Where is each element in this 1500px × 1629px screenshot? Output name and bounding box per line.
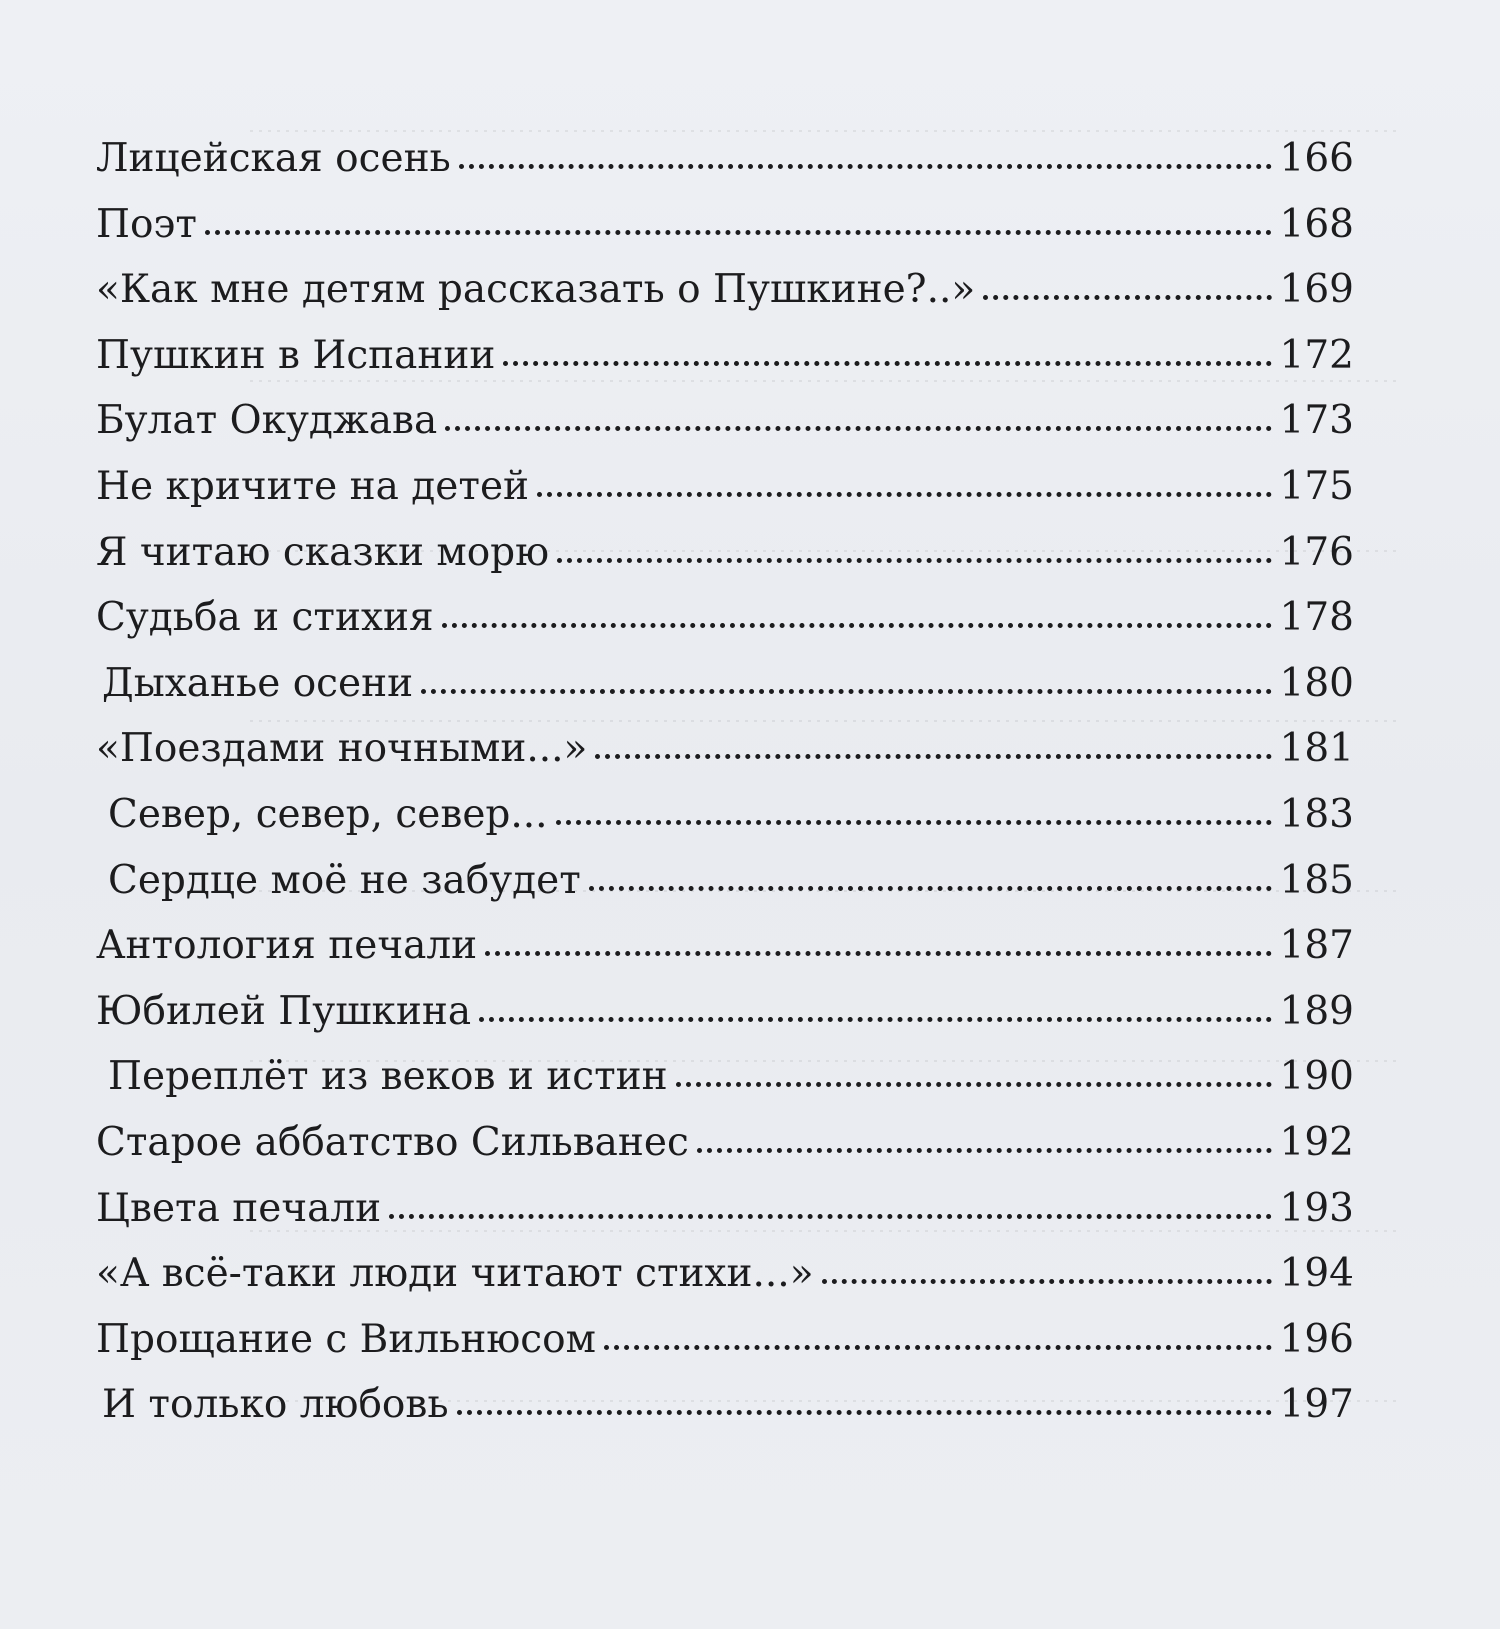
toc-entry xyxy=(96,913,1354,979)
dot-leader xyxy=(442,623,1272,628)
toc-entry-page: 178 xyxy=(1279,595,1354,641)
dot-leader xyxy=(445,426,1271,431)
toc-entry-title: «Поездами ночными...» xyxy=(96,726,588,772)
dot-leader xyxy=(822,1279,1272,1284)
toc-entry-title: Не кричите на детей xyxy=(96,463,530,509)
dot-leader xyxy=(595,754,1271,759)
dot-leader xyxy=(589,886,1272,891)
toc-entry-title: И только любовь xyxy=(102,1382,449,1428)
toc-entry-title: Я читаю сказки морю xyxy=(96,529,550,575)
toc-entry xyxy=(96,585,1354,651)
toc-entry xyxy=(96,848,1354,914)
toc-entry-page: 183 xyxy=(1279,791,1354,837)
toc-entry-page: 192 xyxy=(1279,1119,1354,1165)
toc-entry-title: «Как мне детям рассказать о Пушкине?..» xyxy=(96,267,976,313)
toc-entry xyxy=(96,1176,1354,1242)
toc-entry-title: Антология печали xyxy=(96,923,478,969)
toc-entry xyxy=(96,1307,1354,1373)
toc-entry-page: 193 xyxy=(1279,1185,1354,1231)
toc-entry xyxy=(96,716,1354,782)
toc-entry xyxy=(96,979,1354,1045)
toc-entry-page: 185 xyxy=(1279,857,1354,903)
toc-entry xyxy=(96,1044,1354,1110)
toc-entry-title: «А всё-таки люди читают стихи...» xyxy=(96,1251,814,1297)
dot-leader xyxy=(205,230,1272,235)
toc-entry xyxy=(96,388,1354,454)
dot-leader xyxy=(676,1082,1272,1087)
toc-entry-title: Сердце моё не забудет xyxy=(108,857,581,903)
dot-leader xyxy=(537,492,1272,497)
toc-entry xyxy=(96,1110,1354,1176)
toc-entry-page: 181 xyxy=(1279,726,1354,772)
toc-entry-page: 196 xyxy=(1279,1316,1354,1362)
toc-entry xyxy=(96,651,1354,717)
toc-entry-page: 166 xyxy=(1279,136,1354,181)
toc-entry-title: Прощание с Вильнюсом xyxy=(96,1316,596,1362)
toc-entry xyxy=(96,1372,1354,1438)
toc-entry-page: 173 xyxy=(1279,398,1354,444)
toc-entry-title: Старое аббатство Сильванес xyxy=(96,1119,689,1165)
toc-entry-page: 169 xyxy=(1279,267,1354,313)
toc-entry-title: Юбилей Пушкина xyxy=(96,988,472,1034)
toc-entry-title: Цвета печали xyxy=(96,1185,382,1231)
dot-leader xyxy=(479,1017,1271,1022)
toc-entry xyxy=(96,454,1354,520)
dot-leader xyxy=(389,1214,1271,1219)
toc-entry-title: Поэт xyxy=(96,201,197,247)
toc-entry xyxy=(96,520,1354,586)
toc-entry-title: Пушкин в Испании xyxy=(96,332,496,378)
table-of-contents xyxy=(96,126,1354,1438)
toc-entry-title: Дыханье осени xyxy=(102,660,414,706)
dot-leader xyxy=(503,361,1271,366)
toc-entry-page: 176 xyxy=(1279,529,1354,575)
toc-entry-page: 172 xyxy=(1279,332,1354,378)
dot-leader xyxy=(459,164,1272,169)
dot-leader xyxy=(421,689,1271,694)
toc-entry-title: Судьба и стихия xyxy=(96,595,434,641)
toc-entry xyxy=(96,782,1354,848)
toc-entry xyxy=(96,1241,1354,1307)
toc-entry-page: 189 xyxy=(1279,988,1354,1034)
dot-leader xyxy=(983,295,1271,300)
toc-entry-page: 187 xyxy=(1279,923,1354,969)
dot-leader xyxy=(604,1345,1272,1350)
toc-entry xyxy=(96,323,1354,389)
toc-entry-page: 175 xyxy=(1279,463,1354,509)
dot-leader xyxy=(457,1410,1272,1415)
toc-entry-title: Булат Окуджава xyxy=(96,398,438,444)
toc-entry-page: 168 xyxy=(1279,201,1354,247)
toc-entry-page: 197 xyxy=(1279,1382,1354,1428)
dot-leader xyxy=(697,1148,1272,1153)
toc-entry xyxy=(96,257,1354,323)
dot-leader xyxy=(485,951,1271,956)
toc-entry-title: Лицейская осень xyxy=(96,136,451,181)
toc-entry-title: Переплёт из веков и истин xyxy=(108,1054,668,1100)
dot-leader xyxy=(557,558,1271,563)
toc-entry xyxy=(96,192,1354,258)
toc-entry-page: 190 xyxy=(1279,1054,1354,1100)
toc-entry-page: 194 xyxy=(1279,1251,1354,1297)
toc-entry-page: 180 xyxy=(1279,660,1354,706)
toc-entry xyxy=(96,126,1354,192)
toc-entry-title: Север, север, север... xyxy=(108,791,548,837)
dot-leader xyxy=(556,820,1272,825)
